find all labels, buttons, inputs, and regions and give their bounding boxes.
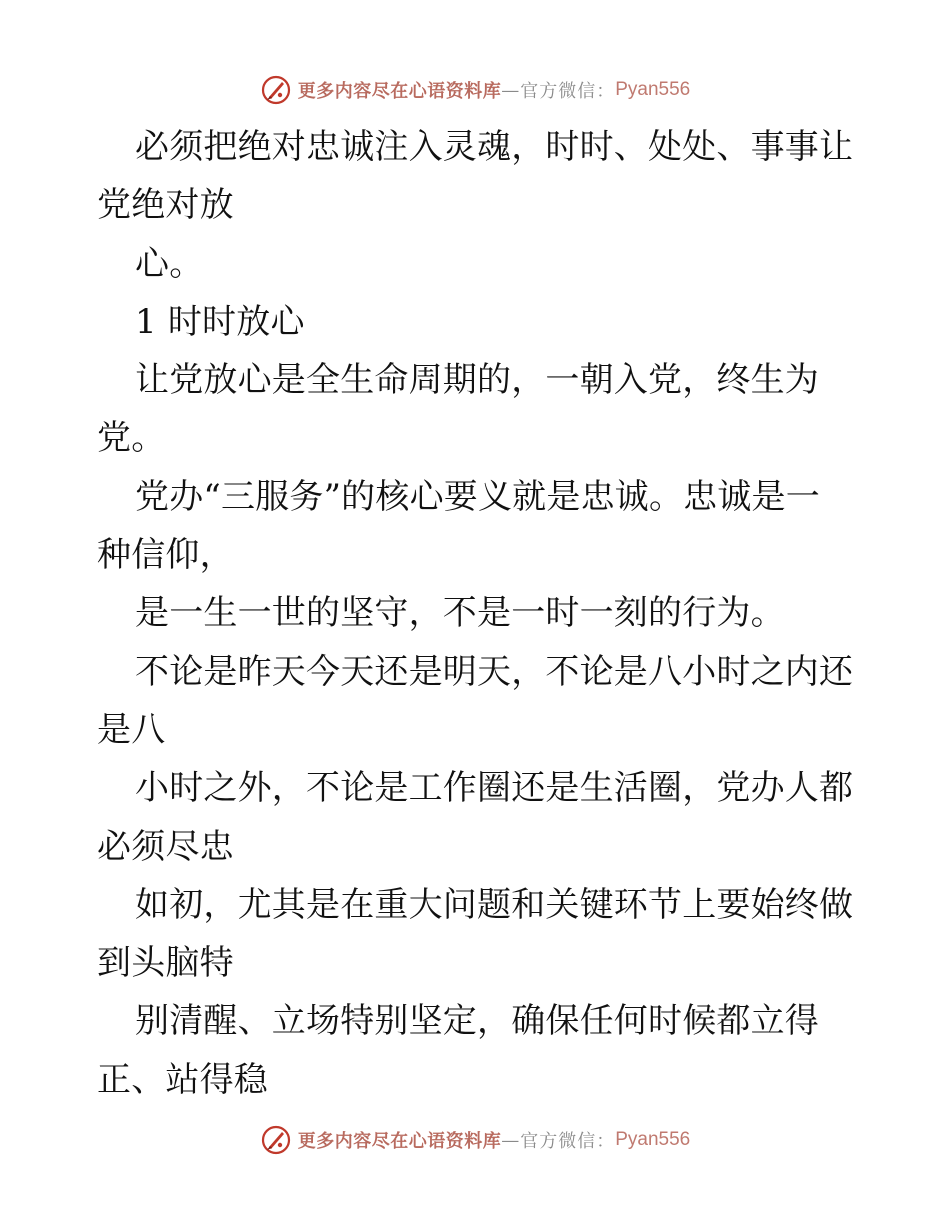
- quill-pen-logo-icon: [260, 1124, 292, 1156]
- text-line: 必须尽忠: [97, 826, 234, 867]
- banner-site-text: 更多内容尽在心语资料库: [297, 1131, 502, 1152]
- header-banner: [0, 72, 950, 108]
- text-line: 党。: [97, 418, 166, 459]
- quill-pen-logo-icon: [260, 74, 292, 106]
- section-heading: 1 时时放心: [135, 301, 305, 342]
- text-line: 心。: [135, 243, 204, 284]
- text-line: 别清醒、立场特别坚定，确保任何时候都立得: [135, 1001, 819, 1042]
- banner-separator: —: [501, 79, 521, 101]
- text-line: 正、站得稳: [97, 1059, 268, 1100]
- text-line: 到头脑特: [97, 943, 234, 984]
- text-line: 党办“三服务”的核心要义就是忠诚。忠诚是一: [135, 476, 820, 517]
- text-line: 是一生一世的坚守，不是一时一刻的行为。: [135, 593, 785, 634]
- text-line: 不论是昨天今天还是明天，不论是八小时之内还: [135, 651, 854, 692]
- banner-contact-label: 官方微信：: [520, 1131, 616, 1152]
- text-line: 必须把绝对忠诚注入灵魂，时时、处处、事事让: [135, 127, 854, 167]
- banner-separator: —: [501, 1129, 521, 1151]
- banner-contact-id: Pyan556: [615, 1129, 691, 1150]
- text-line: 小时之外，不论是工作圈还是生活圈，党办人都: [135, 768, 854, 809]
- text-line: 让党放心是全生命周期的，一朝入党，终生为: [135, 360, 819, 401]
- text-line: 是八: [97, 709, 166, 750]
- text-line: 种信仰，: [97, 535, 234, 576]
- banner-contact-id: Pyan556: [615, 79, 691, 100]
- footer-banner: [0, 1122, 950, 1158]
- banner-contact-label: 官方微信：: [520, 81, 616, 102]
- text-line: 如初，尤其是在重大问题和关键环节上要始终做: [135, 884, 854, 925]
- banner-site-text: 更多内容尽在心语资料库: [297, 81, 502, 102]
- text-line: 党绝对放: [97, 185, 234, 226]
- document-body: [97, 118, 862, 1109]
